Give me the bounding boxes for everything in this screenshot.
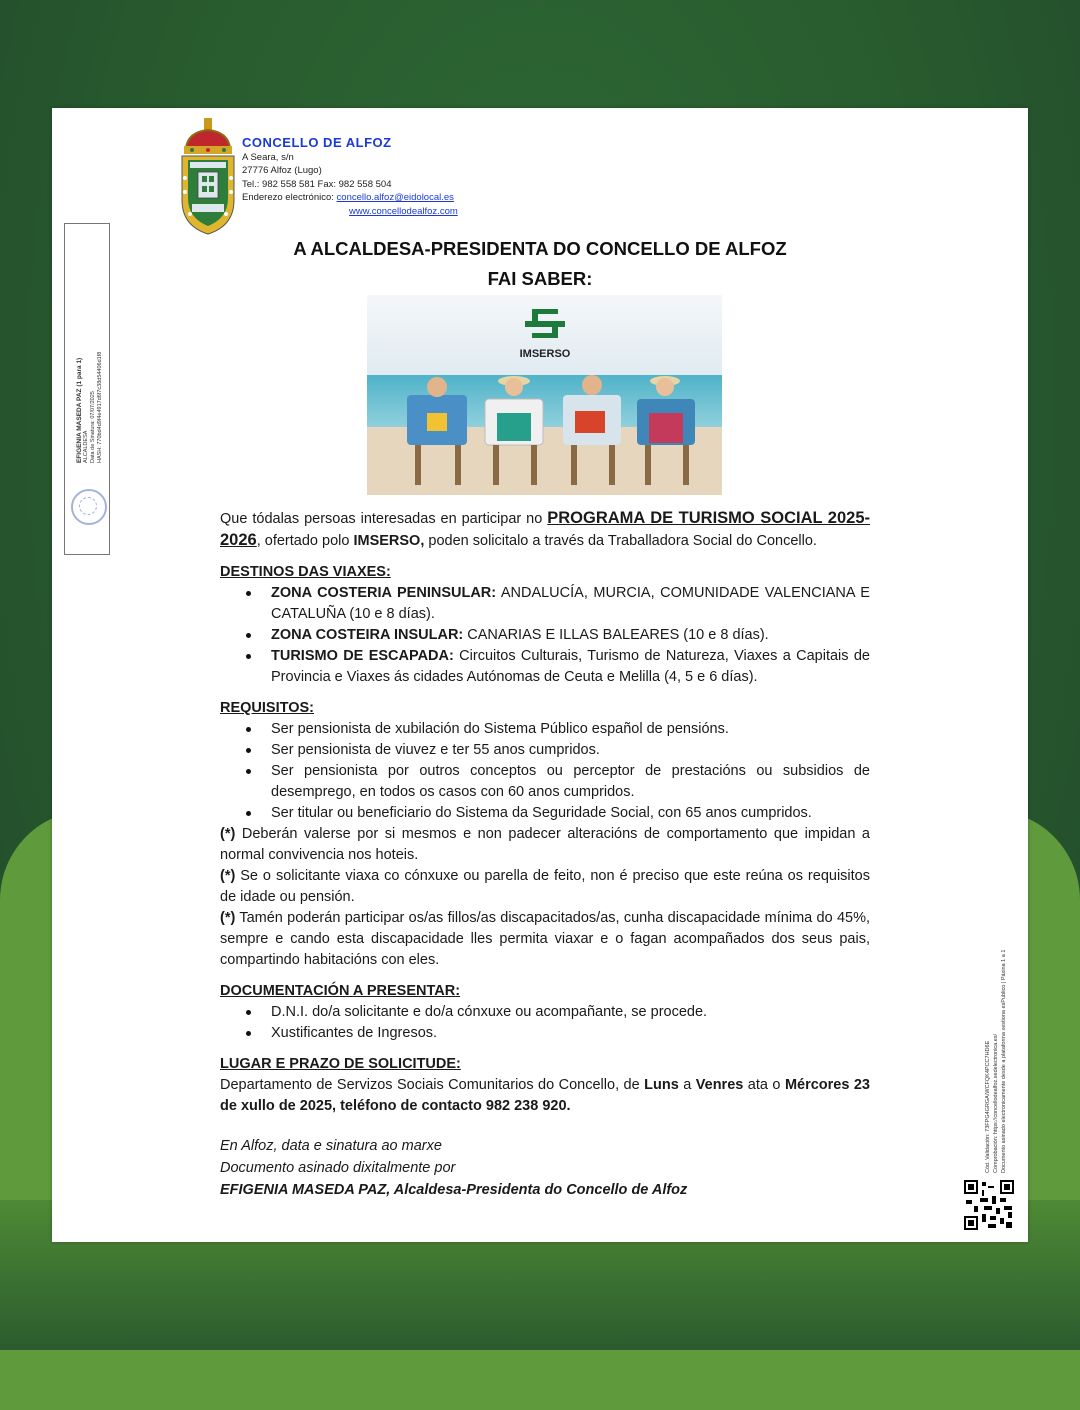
stamp-signer: EFIGENIA MASEDA PAZ (1 para 1) xyxy=(76,357,83,463)
program-name: PROGRAMA DE TURISMO SOCIAL 2025-2026 xyxy=(220,509,870,549)
stamp-date: Data de Sinatura: 07/07/2025 xyxy=(90,391,96,463)
section-documentacion-heading: DOCUMENTACIÓN A PRESENTAR: xyxy=(220,983,461,999)
page-title: A ALCALDESA-PRESIDENTA DO CONCELLO DE ALFOZ xyxy=(293,238,787,259)
email-label: Enderezo electrónico: xyxy=(242,192,334,203)
signature-block xyxy=(220,1135,870,1201)
stamp-role: ALCALDESA xyxy=(83,430,89,463)
lugar-paragraph: Departamento de Servizos Sociais Comunitarios do Concello, de Luns a Venres ata o Mércores 23 de xullo de 2025, teléfono de contacto 982 238 920. xyxy=(220,1077,871,1114)
coat-of-arms-icon xyxy=(176,118,240,238)
imserso-logo-text: IMSERSO xyxy=(519,348,571,360)
seal-icon xyxy=(71,489,107,525)
validation-code: Cód. Validación: 73FPG4GRGA/WCFQK4PCC7HD6E xyxy=(985,1040,991,1173)
requisitos-note: (*) Tamén poderán participar os/as fillos/as discapacitados/as, cunha discapacidade mínima do 45%, sempre e cando esta discapacidade lles permita viaxar e o fagan acompañados dos seus pais, compartindo habitacións con eles. xyxy=(220,910,870,968)
list-item: ZONA COSTEIRA INSULAR: CANARIAS E ILLAS BALEARES (10 e 8 días). xyxy=(271,625,870,646)
list-item: Ser titular ou beneficiario do Sistema da Seguridade Social, con 65 anos cumpridos. xyxy=(271,803,870,824)
list-item: ZONA COSTERIA PENINSULAR: ANDALUCÍA, MURCIA, COMUNIDADE VALENCIANA E CATALUÑA (10 e 8 días). xyxy=(271,583,870,625)
list-item: Xustificantes de Ingresos. xyxy=(271,1023,870,1044)
signature-digital: Documento asinado dixitalmente por xyxy=(220,1160,456,1176)
imserso-mention: IMSERSO, xyxy=(353,533,425,549)
email-row xyxy=(242,191,458,205)
requisitos-note: (*) Deberán valerse por si mesmos e non padecer alteracións de comportamento que impidan a normal convivencia nos hoteis. xyxy=(220,826,870,863)
list-item: Ser pensionista por outros conceptos ou perceptor de prestacións ou subsidios de desemprego, en todos os casos con 60 anos cumpridos. xyxy=(271,761,870,803)
notice-body xyxy=(220,508,870,1201)
page-subtitle: FAI SABER: xyxy=(487,268,593,289)
section-lugar-heading: LUGAR E PRAZO DE SOLICITUDE: xyxy=(220,1056,461,1072)
validation-text xyxy=(984,753,1020,1173)
list-item: D.N.I. do/a solicitante e do/a cónxuxe ou acompañante, se procede. xyxy=(271,1002,870,1023)
address-line-1: A Seara, s/n xyxy=(242,151,294,163)
requisitos-note: (*) Se o solicitante viaxa co cónxuxe ou parella de feito, non é preciso que este reúna os requisitos de idade ou pensión. xyxy=(220,868,870,905)
beach-photo xyxy=(367,295,722,495)
stamp-hash: HASH: 770bd4d9f4e4917d6f7c38d54406d1f8 xyxy=(97,351,103,463)
org-name: CONCELLO DE ALFOZ xyxy=(242,135,392,150)
section-destinos-heading: DESTINOS DAS VIAXES: xyxy=(220,564,391,580)
letterhead xyxy=(242,136,458,218)
validation-platform: Documento asinado electronicamente desde a plataforma xestiona esPublico | Páxina 1 a 1 xyxy=(1001,949,1007,1173)
email-link[interactable]: concello.alfoz@eidolocal.es xyxy=(336,192,454,203)
list-item: Ser pensionista de xubilación do Sistema Público español de pensións. xyxy=(271,719,870,740)
section-requisitos-heading: REQUISITOS: xyxy=(220,700,315,716)
requisitos-list xyxy=(220,719,870,824)
signature-signer: EFIGENIA MASEDA PAZ, Alcaldesa-Presidenta do Concello de Alfoz xyxy=(220,1182,688,1198)
website-link[interactable]: www.concellodealfoz.com xyxy=(349,205,458,217)
validation-url: Comprobación: https://concellodealfoz.sedelectronica.es/ xyxy=(993,1033,999,1173)
documentacion-list xyxy=(220,1002,870,1044)
list-item: TURISMO DE ESCAPADA: Circuitos Culturais, Turismo de Natureza, Viaxes a Capitais de Provincia e Viaxes ás cidades Autónomas de Ceuta e Melilla (4, 5 e 6 días). xyxy=(271,646,870,688)
destinos-list xyxy=(220,583,870,688)
phone-fax: Tel.: 982 558 581 Fax: 982 558 504 xyxy=(242,178,392,190)
signature-place: En Alfoz, data e sinatura ao marxe xyxy=(220,1138,442,1154)
deadline-and-phone: Mércores 23 de xullo de 2025, teléfono de contacto 982 238 920. xyxy=(220,1077,871,1114)
list-item: Ser pensionista de viuvez e ter 55 anos cumpridos. xyxy=(271,740,870,761)
address-line-2: 27776 Alfoz (Lugo) xyxy=(242,165,322,176)
signature-stamp-text xyxy=(76,293,104,463)
document-page xyxy=(52,108,1028,1242)
qr-code-icon[interactable] xyxy=(964,1180,1014,1230)
intro-paragraph: Que tódalas persoas interesadas en participar no PROGRAMA DE TURISMO SOCIAL 2025-2026, ofertado polo IMSERSO, poden solicitalo a través da Traballadora Social do Concello. xyxy=(220,509,870,549)
